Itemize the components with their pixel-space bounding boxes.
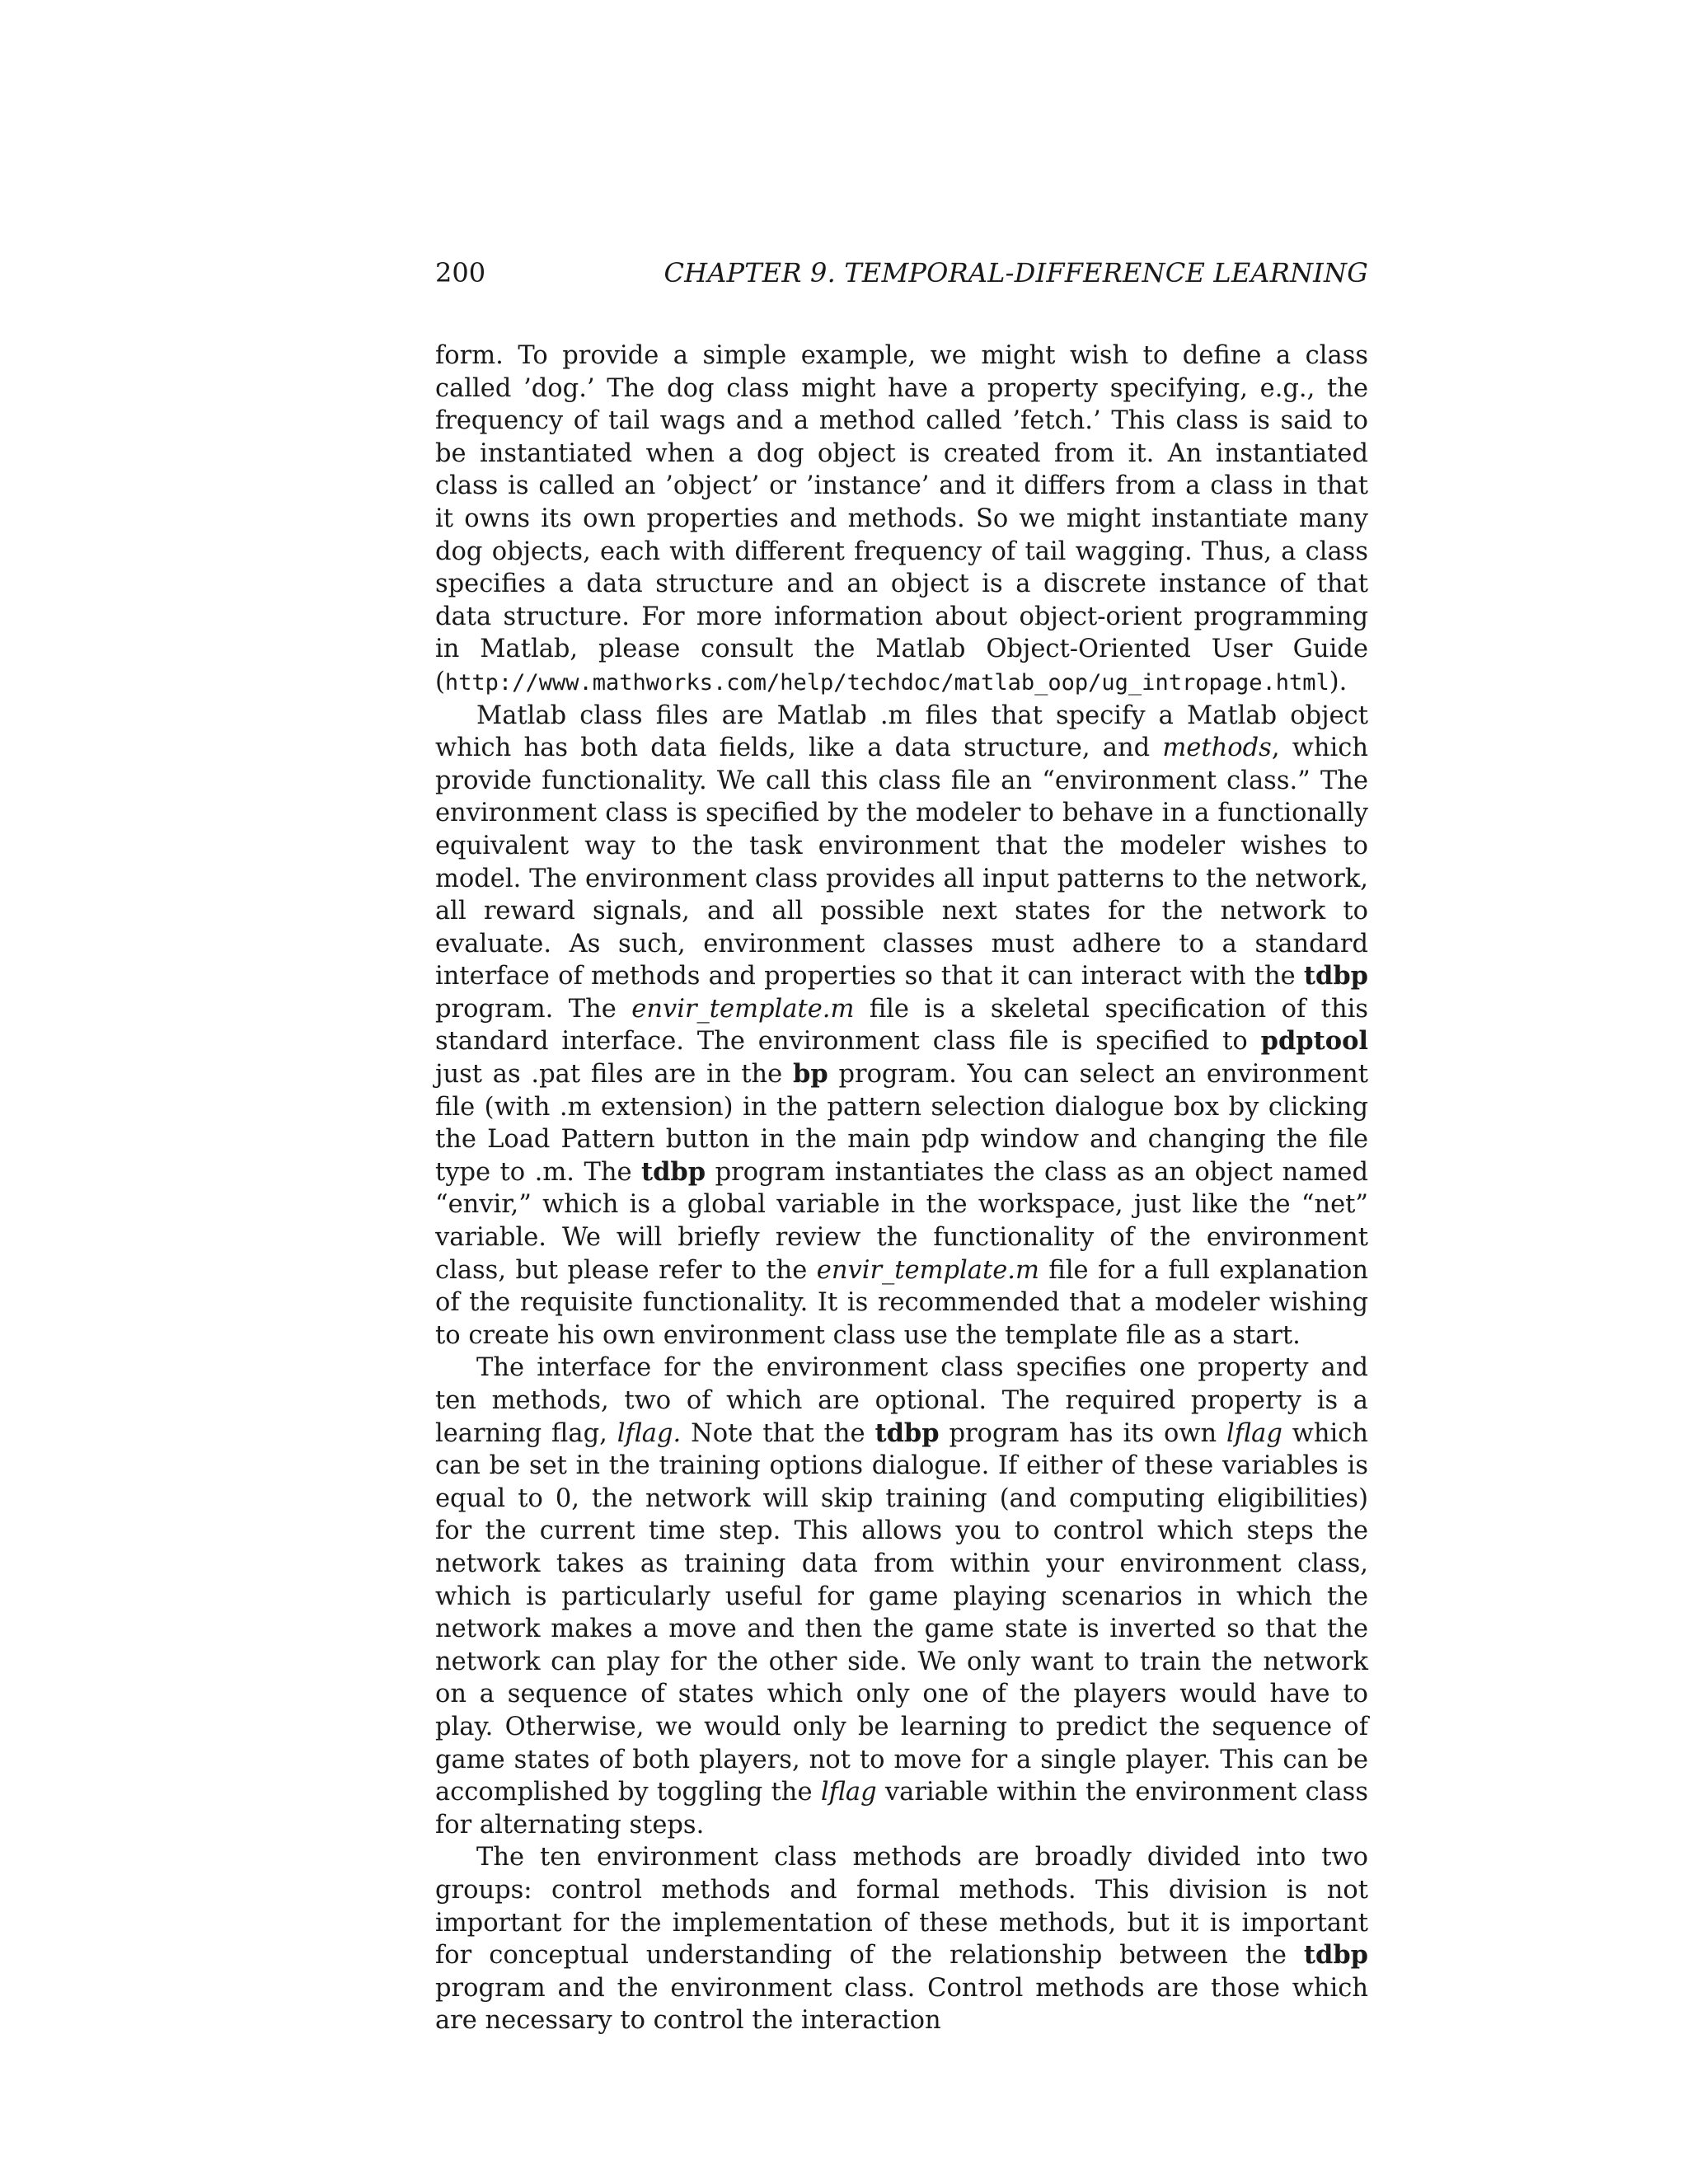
variable-name: lflag bbox=[820, 1778, 877, 1807]
program-name: tdbp bbox=[1303, 1940, 1368, 1971]
paragraph-4 bbox=[435, 1841, 1368, 2037]
running-title: CHAPTER 9. TEMPORAL-DIFFERENCE LEARNING bbox=[663, 257, 1368, 288]
document-page bbox=[435, 257, 1368, 2037]
text-run: program and the environment class. Control methods are those which are necessary to control the interaction bbox=[435, 1973, 1368, 2036]
text-run: Note that the bbox=[681, 1418, 875, 1448]
text-run: , which provide functionality. We call this class file an “environment class.” The environment class is specified by the modeler to behave in a functionally equivalent way to the task environment that the modeler wishes to model. The environment class provides all input patterns to the network, all reward signals, and all possible next states for the network to evaluate. As such, environment classes must adhere to a standard interface of methods and properties so that it can interact with the bbox=[435, 733, 1368, 991]
text-run: just as .pat files are in the bbox=[435, 1060, 794, 1090]
program-name: bp bbox=[793, 1059, 828, 1090]
text-run: ). bbox=[1329, 667, 1348, 696]
text-run: which can be set in the training options dialogue. If either of these variables is equal to 0, the network will skip training (and computing eligibilities) for the current time step. This allows you to control which steps the network takes as training data from within your environment class, which is particularly useful for game playing scenarios in which the network makes a move and then the game state is inverted so that the network can play for the other side. We only want to train the network on a sequence of states which only one of the players would have to play. Otherwise, we would only be learning to predict the sequence of game states of both players, not to move for a single player. This can be accomplished by toggling the bbox=[435, 1418, 1368, 1807]
program-name: tdbp bbox=[1303, 961, 1368, 991]
page-header bbox=[435, 257, 1368, 300]
variable-name: lflag. bbox=[617, 1418, 682, 1448]
text-run: The interface for the environment class specifies one property and ten methods, two of which are optional. The required property is a learning flag, bbox=[435, 1353, 1368, 1448]
program-name: pdptool bbox=[1260, 1026, 1368, 1057]
text-run: Matlab class files are Matlab .m files that specify a Matlab object which has both data fields, like a data structure, and bbox=[435, 701, 1368, 763]
guide-url: http://www.mathworks.com/help/techdoc/matlab_oop/ug_intropage.html bbox=[444, 669, 1329, 696]
paragraph-2 bbox=[435, 700, 1368, 1352]
text-run: program. The bbox=[435, 994, 632, 1024]
text-run: form. To provide a simple example, we might wish to define a class called ’dog.’ The dog class might have a property specifying, e.g., the frequency of tail wags and a method called ’fetch.’ This class is said to be instantiated when a dog object is created from it. An instantiated class is called an ’object’ or ’instance’ and it differs from a class in that it owns its own properties and methods. So we might instantiate many dog objects, each with different frequency of tail wagging. Thus, a class specifies a data structure and an object is a discrete instance of that data structure. For more information about object-orient programming in Matlab, please consult the Matlab Object-Oriented User Guide ( bbox=[435, 341, 1368, 696]
variable-name: lflag bbox=[1226, 1418, 1282, 1448]
text-run: program has its own bbox=[939, 1418, 1227, 1448]
paragraph-1 bbox=[435, 340, 1368, 700]
text-run: The ten environment class methods are broadly divided into two groups: control methods and formal methods. This division is not important for the implementation of these methods, but it is important for conceptual understanding of the relationship between the bbox=[435, 1843, 1368, 1971]
text-run: file for a full explanation of the requisite functionality. It is recommended that a modeler wishing to create his own environment class use the template file as a start. bbox=[435, 1255, 1368, 1350]
program-name: tdbp bbox=[641, 1156, 706, 1187]
page-number: 200 bbox=[435, 257, 486, 288]
file-name: envir_template.m bbox=[816, 1255, 1039, 1285]
paragraph-3 bbox=[435, 1352, 1368, 1841]
text-run: file is a skeletal specification of this standard interface. The environment class file is specified to bbox=[435, 994, 1368, 1057]
file-name: envir_template.m bbox=[631, 994, 855, 1024]
emphasis: methods bbox=[1162, 733, 1272, 763]
text-run: program instantiates the class as an object named “envir,” which is a global variable in the workspace, just like the “net” variable. We will briefly review the functionality of the environment class, but please refer to the bbox=[435, 1157, 1369, 1285]
text-run: program. You can select an environment file (with .m extension) in the pattern selection dialogue box by clicking the Load Pattern button in the main pdp window and changing the file type to .m. The bbox=[435, 1060, 1368, 1187]
text-run: variable within the environment class for alternating steps. bbox=[435, 1778, 1368, 1840]
program-name: tdbp bbox=[874, 1418, 940, 1448]
body-text bbox=[435, 340, 1368, 2037]
